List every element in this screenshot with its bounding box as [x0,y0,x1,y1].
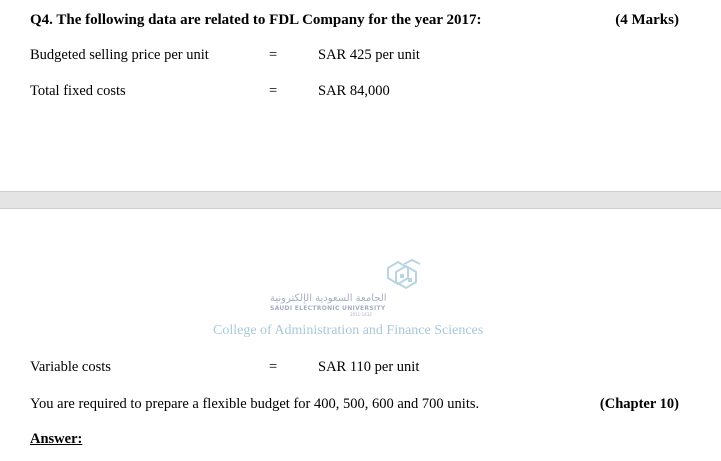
logo-arabic-text: الجامعة السعودية الإلكترونية [270,293,387,304]
fixed-costs-label: Total fixed costs [30,83,126,99]
question-title: Q4. The following data are related to FDL Company for the year 2017: [30,12,482,28]
page-break-divider [0,191,721,209]
college-name: College of Administration and Finance Sciences [213,323,484,338]
chapter-reference: (Chapter 10) [599,396,679,412]
variable-costs-value: SAR 110 per unit [318,359,420,375]
variable-costs-label: Variable costs [30,359,111,375]
instruction-text: You are required to prepare a flexible budget for 400, 500, 600 and 700 units. [30,396,480,412]
selling-price-value: SAR 425 per unit [318,47,420,63]
question-marks: (4 Marks) [615,12,679,28]
university-logo [262,256,452,318]
answer-label: Answer: [30,431,83,447]
selling-price-label: Budgeted selling price per unit [30,47,209,63]
logo-year-text: 2011-1432 [350,312,372,317]
fixed-costs-value: SAR 84,000 [318,83,390,99]
fixed-costs-equals: = [269,83,278,99]
variable-costs-equals: = [269,359,278,375]
seu-logo-icon [262,256,452,296]
logo-english-text: SAUDI ELECTRONIC UNIVERSITY [270,305,386,312]
selling-price-equals: = [269,47,278,63]
